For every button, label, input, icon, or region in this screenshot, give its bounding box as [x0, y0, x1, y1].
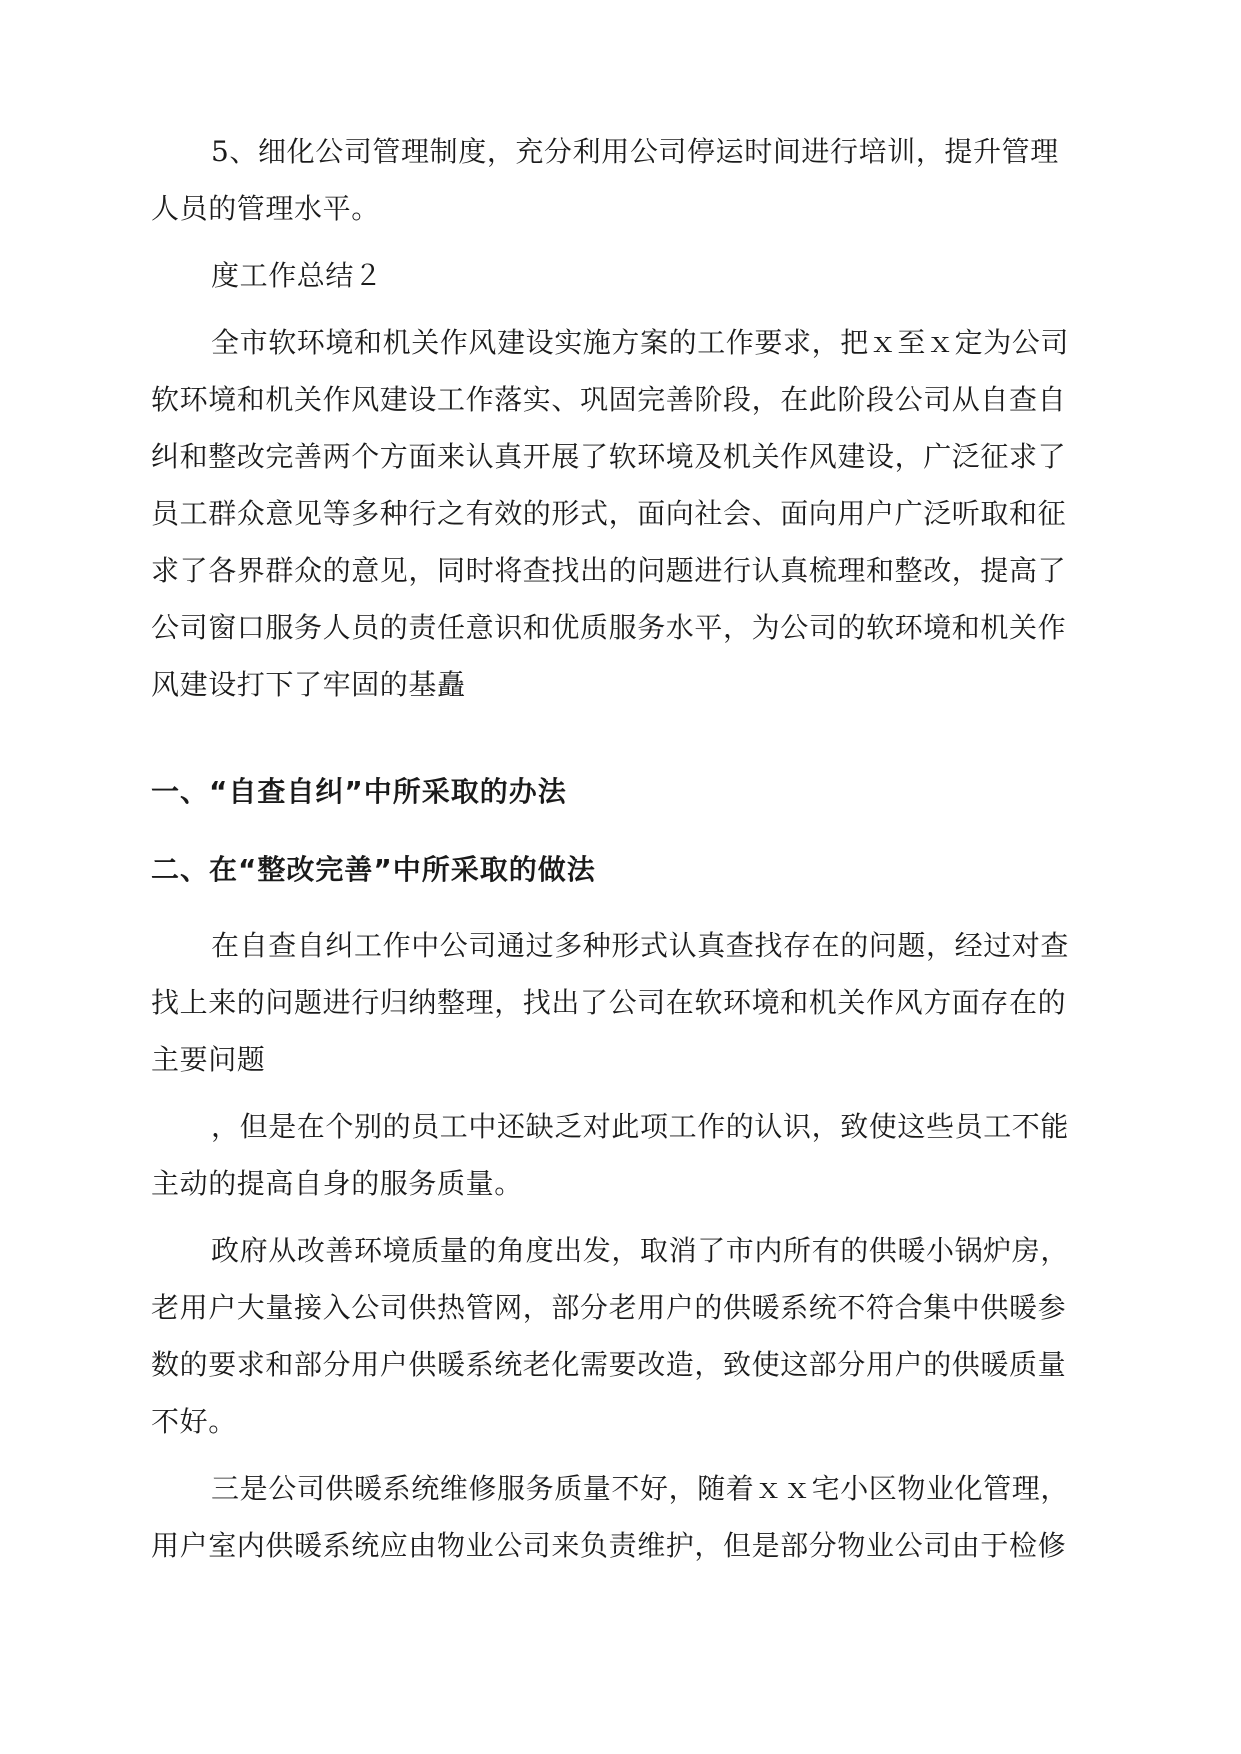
paragraph-3-line-5: 求了各界群众的意见，同时将查找出的问题进行认真梳理和整改，提高了	[151, 554, 1067, 587]
paragraph-3-line-7: 风建设打下了牢固的基矗	[151, 668, 466, 701]
paragraph-3-line-6: 公司窗口服务人员的责任意识和优质服务水平，为公司的软环境和机关作	[151, 611, 1067, 644]
paragraph-3-line-3: 纠和整改完善两个方面来认真开展了软环境及机关作风建设，广泛征求了	[151, 440, 1067, 473]
paragraph-9-line-2: 用户室内供暖系统应由物业公司来负责维护，但是部分物业公司由于检修	[151, 1529, 1067, 1562]
paragraph-6-line-2: 找上来的问题进行归纳整理，找出了公司在软环境和机关作风方面存在的	[151, 986, 1067, 1019]
paragraph-8-line-4: 不好。	[151, 1405, 237, 1438]
paragraph-1-line-1: 5、细化公司管理制度，充分利用公司停运时间进行培训，提升管理	[211, 135, 1059, 168]
heading-1: 一、“自查自纠”中所采取的办法	[151, 775, 567, 808]
paragraph-6-line-3: 主要问题	[151, 1043, 266, 1076]
paragraph-3-line-4: 员工群众意见等多种行之有效的形式，面向社会、面向用户广泛听取和征	[151, 497, 1067, 530]
paragraph-8-line-1: 政府从改善环境质量的角度出发，取消了市内所有的供暖小锅炉房，	[211, 1234, 1070, 1267]
paragraph-7-line-2: 主动的提高自身的服务质量。	[151, 1167, 523, 1200]
paragraph-3-line-2: 软环境和机关作风建设工作落实、巩固完善阶段，在此阶段公司从自查自	[151, 383, 1067, 416]
paragraph-1-line-2: 人员的管理水平。	[151, 192, 380, 225]
section-title: 度工作总结２	[211, 259, 383, 292]
paragraph-7-line-1: ，但是在个别的员工中还缺乏对此项工作的认识，致使这些员工不能	[211, 1110, 1070, 1143]
paragraph-6-line-1: 在自查自纠工作中公司通过多种形式认真查找存在的问题，经过对查	[211, 929, 1070, 962]
paragraph-9-line-1: 三是公司供暖系统维修服务质量不好，随着ｘｘ宅小区物业化管理，	[211, 1472, 1070, 1505]
paragraph-8-line-2: 老用户大量接入公司供热管网，部分老用户的供暖系统不符合集中供暖参	[151, 1291, 1067, 1324]
heading-2: 二、在“整改完善”中所采取的做法	[151, 853, 596, 886]
paragraph-8-line-3: 数的要求和部分用户供暖系统老化需要改造，致使这部分用户的供暖质量	[151, 1348, 1067, 1381]
paragraph-3-line-1: 全市软环境和机关作风建设实施方案的工作要求，把ｘ至ｘ定为公司	[211, 326, 1070, 359]
